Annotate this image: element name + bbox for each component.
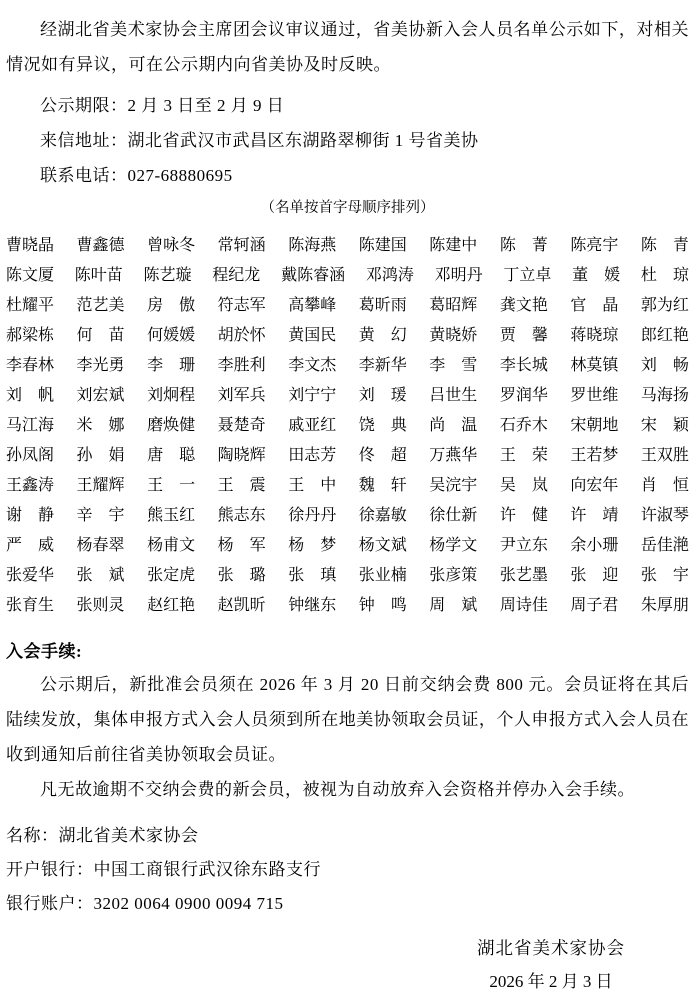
member-name: 李胜利 [217, 357, 266, 374]
account-name-value: 湖北省美术家协会 [58, 826, 199, 845]
member-name: 杜耀平 [6, 297, 55, 314]
account-name-line [6, 819, 689, 853]
member-name: 贾 馨 [499, 327, 548, 344]
member-roster [6, 231, 689, 621]
member-name: 尹立东 [499, 537, 548, 554]
member-name: 程纪龙 [212, 267, 261, 284]
member-name: 张则灵 [76, 597, 125, 614]
member-name: 宋朝地 [570, 417, 619, 434]
member-name: 王耀辉 [76, 477, 125, 494]
member-name: 肖 恒 [640, 477, 689, 494]
publicity-period-label: 公示期限： [40, 96, 128, 115]
member-name: 刘 瑗 [358, 387, 407, 404]
member-name: 岳佳滟 [640, 537, 689, 554]
member-name: 张艺墨 [499, 567, 548, 584]
member-name: 林莫镇 [570, 357, 619, 374]
member-name: 刘宁宁 [288, 387, 337, 404]
member-name: 丁立卓 [503, 267, 552, 284]
roster-row [6, 351, 689, 381]
member-name: 郭为红 [640, 297, 689, 314]
member-name: 罗润华 [499, 387, 548, 404]
member-name: 王 震 [217, 477, 266, 494]
member-name: 官 晶 [570, 297, 619, 314]
member-name: 尚 温 [429, 417, 478, 434]
roster-row [6, 471, 689, 501]
signature-block [6, 931, 689, 999]
member-name: 陈建中 [429, 237, 478, 254]
publicity-period-line [40, 88, 689, 123]
member-name: 周子君 [570, 597, 619, 614]
bank-branch-line [6, 853, 689, 887]
member-name: 郎红艳 [640, 327, 689, 344]
member-name: 张育生 [6, 597, 55, 614]
member-name: 张爱华 [6, 567, 55, 584]
roster-row [6, 531, 689, 561]
member-name: 葛昭辉 [429, 297, 478, 314]
member-name: 高攀峰 [288, 297, 337, 314]
roster-row [6, 381, 689, 411]
member-name: 磨焕健 [147, 417, 196, 434]
procedure-paragraph-1: 公示期后，新批准会员须在 2026 年 3 月 20 日前交纳会费 800 元。会员证将在其后陆续发放，集体申报方式入会人员须到所在地美协领取会员证，个人申报方式入会人员在收到通知后前往省美协领取会员证。 [6, 675, 689, 764]
member-name: 张 迎 [570, 567, 619, 584]
roster-row [6, 261, 689, 291]
mailing-address-line [40, 123, 689, 158]
signature-organization: 湖北省美术家协会 [477, 938, 625, 958]
member-name: 董 媛 [572, 267, 621, 284]
member-name: 马海扬 [640, 387, 689, 404]
member-name: 张 宇 [640, 567, 689, 584]
member-name: 马江海 [6, 417, 55, 434]
contact-phone-value: 027-68880695 [127, 166, 233, 185]
member-name: 杨甫文 [147, 537, 196, 554]
account-name-label: 名称： [6, 826, 59, 845]
mailing-address-value: 湖北省武汉市武昌区东湖路翠柳街 1 号省美协 [127, 131, 479, 150]
member-name: 严 威 [6, 537, 55, 554]
member-name: 胡於怀 [217, 327, 266, 344]
member-name: 赵红艳 [147, 597, 196, 614]
roster-row [6, 411, 689, 441]
member-name: 黄国民 [288, 327, 337, 344]
member-name: 饶 典 [358, 417, 407, 434]
roster-row [6, 321, 689, 351]
member-name: 蒋晓琼 [570, 327, 619, 344]
mailing-address-label: 来信地址： [40, 131, 128, 150]
member-name: 陈艺璇 [143, 267, 192, 284]
member-name: 徐仕新 [429, 507, 478, 524]
member-name: 曾咏冬 [147, 237, 196, 254]
member-name: 何 苗 [76, 327, 125, 344]
member-name: 石乔木 [499, 417, 548, 434]
member-name: 张 璐 [217, 567, 266, 584]
member-name: 李文杰 [288, 357, 337, 374]
member-name: 王双胜 [640, 447, 689, 464]
bank-info-block [6, 819, 689, 921]
member-name: 郝梁栋 [6, 327, 55, 344]
member-name: 许 健 [499, 507, 548, 524]
member-name: 戴陈睿涵 [281, 267, 346, 284]
member-name: 王 一 [147, 477, 196, 494]
roster-sort-note: （名单按首字母顺序排列） [260, 200, 435, 216]
member-name: 陈 青 [640, 237, 689, 254]
intro-paragraph: 经湖北省美术家协会主席团会议审议通过，省美协新入会人员名单公示如下，对相关情况如有异议，可在公示期内向省美协及时反映。 [6, 20, 689, 74]
member-name: 徐丹丹 [288, 507, 337, 524]
member-name: 朱厚朋 [640, 597, 689, 614]
signature-date: 2026 年 2 月 3 日 [489, 972, 613, 991]
procedure-paragraph-2: 凡无故逾期不交纳会费的新会员，被视为自动放弃入会资格并停办入会手续。 [40, 780, 635, 799]
roster-row [6, 441, 689, 471]
member-name: 聂楚奇 [217, 417, 266, 434]
member-name: 何媛媛 [147, 327, 196, 344]
member-name: 张 瑱 [288, 567, 337, 584]
member-name: 李 珊 [147, 357, 196, 374]
publicity-period-value: 2 月 3 日至 2 月 9 日 [127, 96, 285, 115]
member-name: 李 雪 [429, 357, 478, 374]
member-name: 张 斌 [76, 567, 125, 584]
member-name: 孙 娟 [76, 447, 125, 464]
member-name: 王 中 [288, 477, 337, 494]
member-name: 熊玉红 [147, 507, 196, 524]
member-name: 范艺美 [76, 297, 125, 314]
member-name: 杨文斌 [358, 537, 407, 554]
member-name: 王鑫涛 [6, 477, 55, 494]
member-name: 魏 轩 [358, 477, 407, 494]
member-name: 许淑琴 [640, 507, 689, 524]
procedure-heading: 入会手续: [6, 642, 83, 661]
member-name: 杨春翠 [76, 537, 125, 554]
member-name: 刘 畅 [640, 357, 689, 374]
member-name: 余小珊 [570, 537, 619, 554]
member-name: 曹鑫德 [76, 237, 125, 254]
member-name: 杨 梦 [288, 537, 337, 554]
member-name: 许 靖 [570, 507, 619, 524]
member-name: 李光勇 [76, 357, 125, 374]
bank-account-label: 银行账户： [6, 894, 94, 913]
member-name: 田志芳 [288, 447, 337, 464]
bank-branch-label: 开户银行： [6, 860, 94, 879]
member-name: 陈叶苗 [74, 267, 123, 284]
member-name: 钟 鸣 [358, 597, 407, 614]
member-name: 辛 宇 [76, 507, 125, 524]
member-name: 李长城 [499, 357, 548, 374]
member-name: 黄 幻 [358, 327, 407, 344]
member-name: 房 傲 [147, 297, 196, 314]
member-name: 张彦策 [429, 567, 478, 584]
member-name: 刘 帆 [6, 387, 55, 404]
member-name: 黄晓娇 [429, 327, 478, 344]
member-name: 宋 颖 [640, 417, 689, 434]
member-name: 常轲涵 [217, 237, 266, 254]
member-name: 吴 岚 [499, 477, 548, 494]
member-name: 佟 超 [358, 447, 407, 464]
member-name: 钟继东 [288, 597, 337, 614]
member-name: 陈海燕 [288, 237, 337, 254]
member-name: 吕世生 [429, 387, 478, 404]
member-name: 张定虎 [147, 567, 196, 584]
roster-row [6, 561, 689, 591]
member-name: 吴浣宇 [429, 477, 478, 494]
member-name: 杨学文 [429, 537, 478, 554]
member-name: 葛昕雨 [358, 297, 407, 314]
bank-account-value: 3202 0064 0900 0094 715 [93, 894, 284, 913]
member-name: 罗世维 [570, 387, 619, 404]
member-name: 陈 菁 [499, 237, 548, 254]
member-name: 周 斌 [429, 597, 478, 614]
member-name: 谢 静 [6, 507, 55, 524]
member-name: 符志军 [217, 297, 266, 314]
info-block [6, 88, 689, 193]
member-name: 杨 军 [217, 537, 266, 554]
member-name: 杜 琼 [640, 267, 689, 284]
member-name: 刘宏斌 [76, 387, 125, 404]
member-name: 孙凤阁 [6, 447, 55, 464]
member-name: 万燕华 [429, 447, 478, 464]
member-name: 刘炯程 [147, 387, 196, 404]
member-name: 熊志东 [217, 507, 266, 524]
bank-branch-value: 中国工商银行武汉徐东路支行 [93, 860, 321, 879]
member-name: 王 荣 [499, 447, 548, 464]
contact-phone-label: 联系电话： [40, 166, 128, 185]
roster-row [6, 501, 689, 531]
member-name: 李春林 [6, 357, 55, 374]
member-name: 陈亮宇 [570, 237, 619, 254]
member-name: 刘军兵 [217, 387, 266, 404]
member-name: 陈建国 [358, 237, 407, 254]
roster-row [6, 591, 689, 621]
contact-phone-line [40, 158, 689, 193]
roster-row [6, 291, 689, 321]
member-name: 李新华 [358, 357, 407, 374]
member-name: 唐 聪 [147, 447, 196, 464]
member-name: 陈文厦 [6, 267, 55, 284]
signature-inner [477, 931, 625, 999]
member-name: 邓明丹 [434, 267, 483, 284]
member-name: 徐嘉敏 [358, 507, 407, 524]
member-name: 陶晓辉 [217, 447, 266, 464]
member-name: 戚亚红 [288, 417, 337, 434]
member-name: 向宏年 [570, 477, 619, 494]
member-name: 周诗佳 [499, 597, 548, 614]
member-name: 邓鸿涛 [365, 267, 414, 284]
bank-account-line [6, 887, 689, 921]
member-name: 米 娜 [76, 417, 125, 434]
roster-row [6, 231, 689, 261]
member-name: 王若梦 [570, 447, 619, 464]
member-name: 赵凯昕 [217, 597, 266, 614]
member-name: 张业楠 [358, 567, 407, 584]
member-name: 龚文艳 [499, 297, 548, 314]
member-name: 曹晓晶 [6, 237, 55, 254]
